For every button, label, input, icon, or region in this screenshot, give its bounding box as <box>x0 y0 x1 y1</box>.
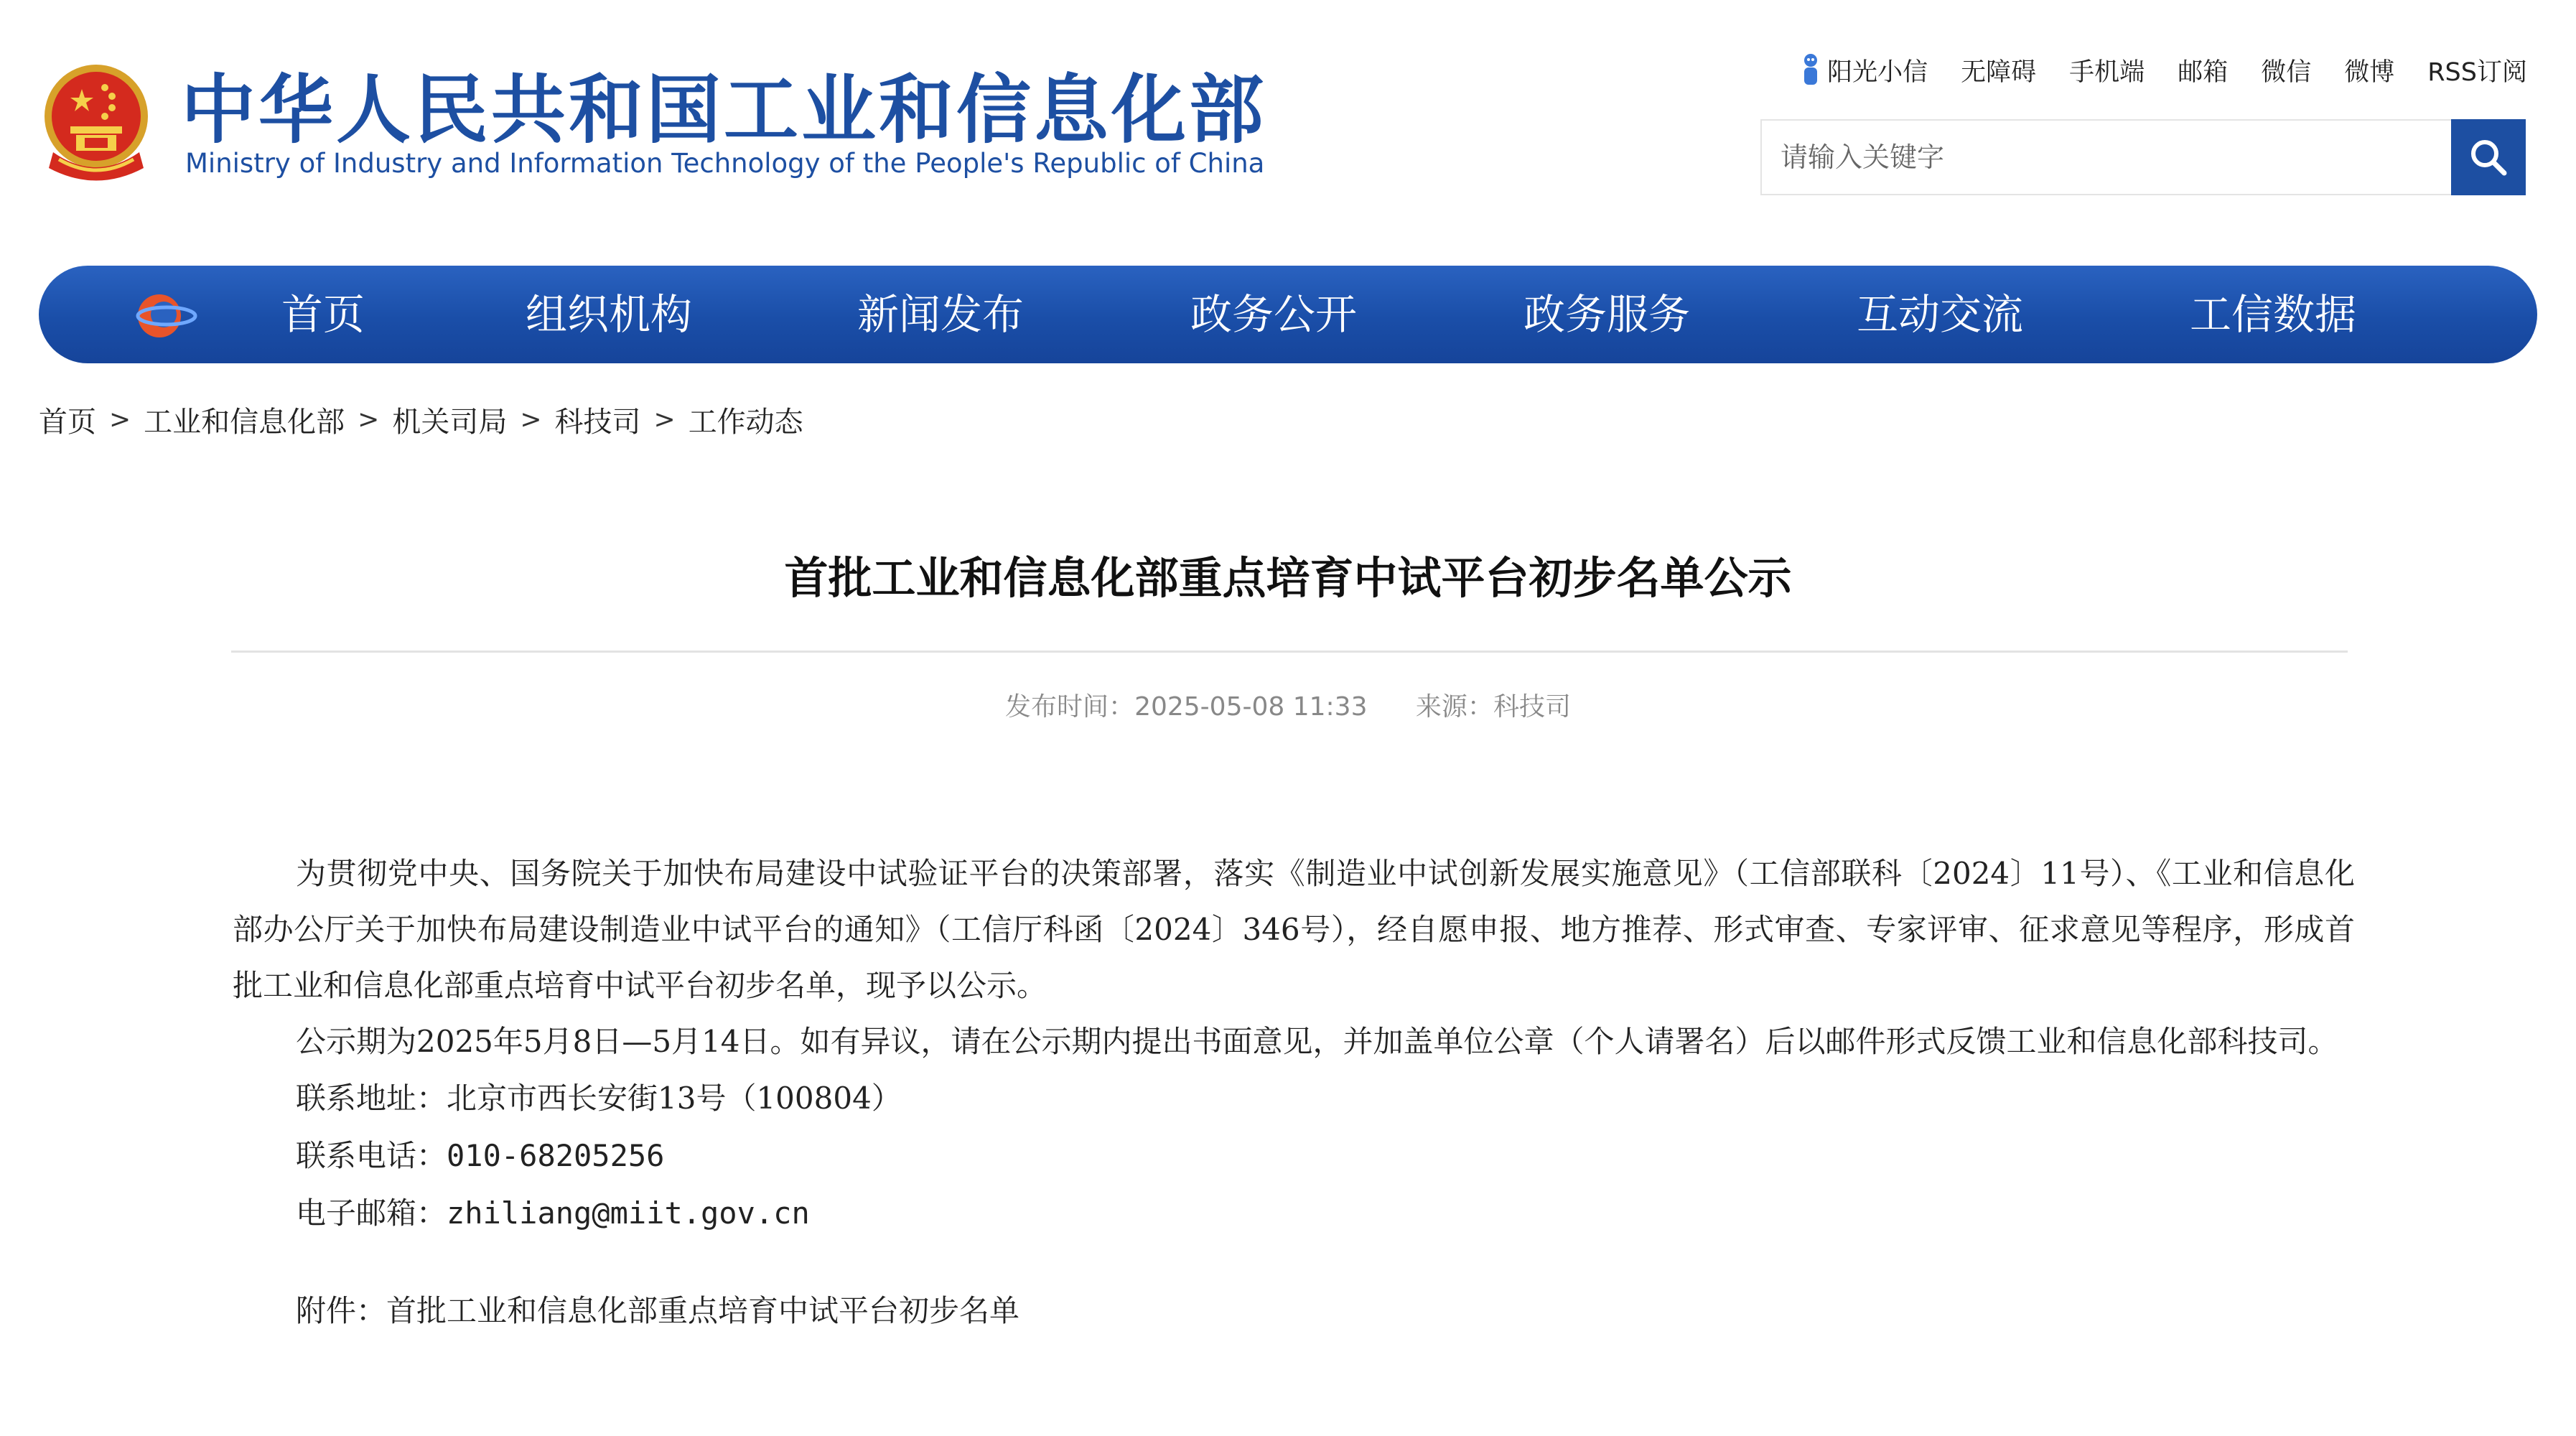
breadcrumb-home[interactable]: 首页 <box>39 406 96 439</box>
site-title: 中华人民共和国工业和信息化部 <box>181 66 1267 154</box>
phone-label: 联系电话： <box>296 1138 447 1173</box>
attachment-link[interactable]: 首批工业和信息化部重点培育中试平台初步名单 <box>386 1293 1020 1328</box>
breadcrumb <box>39 399 803 440</box>
publish-label: 发布时间： <box>1005 692 1135 722</box>
search-input[interactable] <box>1762 121 2524 194</box>
top-link-weibo[interactable]: 微博 <box>2344 58 2395 87</box>
site-subtitle: Ministry of Industry and Information Technology of the People's Republic of China <box>185 148 1265 179</box>
address-value: 北京市西长安街13号（100804） <box>447 1081 902 1116</box>
article-meta <box>0 686 2576 723</box>
search-box <box>1760 119 2524 195</box>
publish-time: 2025-05-08 11:33 <box>1134 692 1368 722</box>
address-label: 联系地址： <box>296 1081 447 1116</box>
miit-logo-icon <box>131 286 200 343</box>
email-label: 电子邮箱： <box>296 1195 447 1231</box>
title-divider <box>231 651 2348 653</box>
breadcrumb-separator: > <box>653 405 676 434</box>
nav-item-gov-services[interactable]: 政务服务 <box>1523 290 1691 339</box>
search-button[interactable] <box>2451 119 2526 195</box>
search-icon <box>2467 136 2510 179</box>
nav-item-gov-affairs[interactable]: 政务公开 <box>1190 290 1358 339</box>
national-emblem-logo[interactable] <box>37 60 156 186</box>
breadcrumb-separator: > <box>358 405 380 434</box>
article-body <box>233 846 2355 1340</box>
breadcrumb-separator: > <box>520 405 542 434</box>
contact-email <box>233 1185 2355 1242</box>
contact-phone <box>233 1127 2355 1185</box>
attachment <box>233 1282 2355 1340</box>
source-value: 科技司 <box>1493 692 1571 722</box>
nav-item-organization[interactable]: 组织机构 <box>526 290 693 339</box>
top-links <box>1752 50 2527 90</box>
contact-address <box>233 1070 2355 1127</box>
phone-value: 010-68205256 <box>447 1138 665 1173</box>
breadcrumb-science-dept[interactable]: 科技司 <box>554 406 641 439</box>
top-link-rss[interactable]: RSS订阅 <box>2427 58 2527 87</box>
article-paragraph: 公示期为2025年5月8日—5月14日。如有异议，请在公示期内提出书面意见，并加盖单位公章（个人请署名）后以邮件形式反馈工业和信息化部科技司。 <box>296 1024 2338 1059</box>
article-paragraph: 为贯彻党中央、国务院关于加快布局建设中试验证平台的决策部署，落实《制造业中试创新发展实施意见》（工信部联科〔2024〕11号）、《工业和信息化部办公厅关于加快布局建设制造业中试平台的通知》（工信厅科函〔2024〕346号），经自愿申报、地方推荐、形式审查、专家评审、征求意见等程序，形成首批工业和信息化部重点培育中试平台初步名单，现予以公示。 <box>233 856 2355 1003</box>
top-link-mobile[interactable]: 手机端 <box>2069 58 2145 87</box>
source-info <box>1416 692 1571 722</box>
breadcrumb-separator: > <box>109 405 131 434</box>
article-title: 首批工业和信息化部重点培育中试平台初步名单公示 <box>784 553 1792 604</box>
publish-info <box>1005 692 1367 722</box>
breadcrumb-ministry[interactable]: 工业和信息化部 <box>144 406 345 439</box>
mascot-icon <box>1800 52 1821 89</box>
breadcrumb-work-news[interactable]: 工作动态 <box>688 406 803 439</box>
nav-item-interaction[interactable]: 互动交流 <box>1857 290 2024 339</box>
nav-item-data[interactable]: 工信数据 <box>2190 290 2357 339</box>
top-link-sunshine[interactable] <box>1800 52 1928 89</box>
attachment-label: 附件： <box>296 1293 387 1328</box>
source-label: 来源： <box>1415 692 1493 722</box>
top-link-mail[interactable]: 邮箱 <box>2178 58 2229 87</box>
top-link-label: 阳光小信 <box>1827 58 1928 87</box>
top-link-wechat[interactable]: 微信 <box>2261 58 2312 87</box>
main-nav <box>39 266 2537 363</box>
nav-item-news[interactable]: 新闻发布 <box>857 290 1025 339</box>
top-link-accessibility[interactable]: 无障碍 <box>1961 58 2037 87</box>
nav-item-home[interactable]: 首页 <box>281 290 365 339</box>
breadcrumb-departments[interactable]: 机关司局 <box>392 406 508 439</box>
email-link[interactable]: zhiliang@miit.gov.cn <box>447 1195 810 1231</box>
